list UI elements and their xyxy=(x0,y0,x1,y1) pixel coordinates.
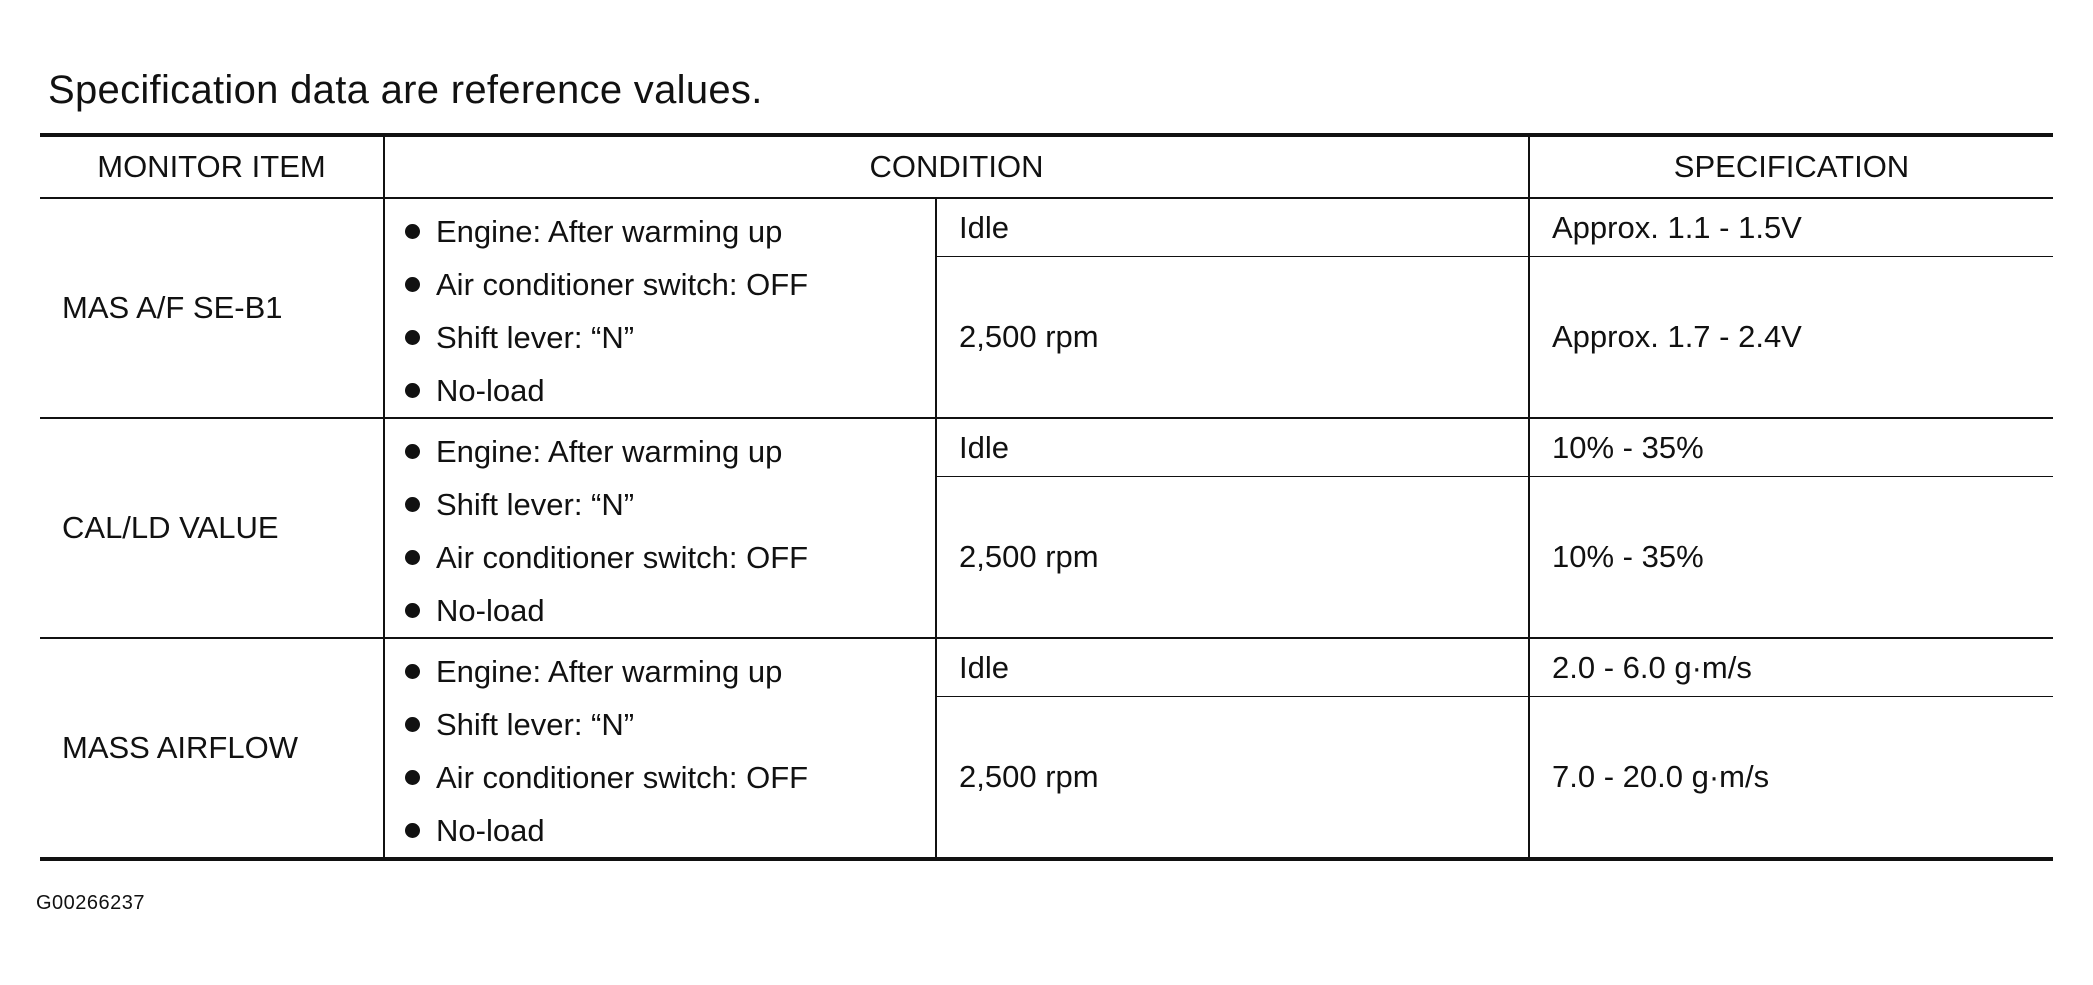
condition-text: No-load xyxy=(436,593,545,628)
bullet-icon xyxy=(405,603,420,618)
condition-text: Shift lever: “N” xyxy=(436,487,635,522)
bullet-icon xyxy=(405,550,420,565)
figure-code: G00266237 xyxy=(36,892,146,914)
condition-text: Air conditioner switch: OFF xyxy=(436,267,809,302)
condition-text: Shift lever: “N” xyxy=(436,320,635,355)
table-body xyxy=(40,198,2053,859)
list-item xyxy=(405,645,935,698)
list-item xyxy=(405,531,935,584)
rpm-condition-cell: 2,500 rpm xyxy=(936,697,1529,860)
condition-text: Air conditioner switch: OFF xyxy=(436,540,809,575)
condition-list xyxy=(405,639,935,857)
header-condition: CONDITION xyxy=(384,135,1529,198)
idle-specification-cell: 10% - 35% xyxy=(1529,418,2053,477)
condition-list xyxy=(405,199,935,417)
header-row xyxy=(40,135,2053,198)
list-item xyxy=(405,205,935,258)
idle-condition-cell: Idle xyxy=(936,638,1529,697)
list-item xyxy=(405,478,935,531)
condition-list xyxy=(405,419,935,637)
list-item xyxy=(405,751,935,804)
monitor-item-cell: MASS AIRFLOW xyxy=(40,638,384,859)
rpm-condition-cell: 2,500 rpm xyxy=(936,257,1529,419)
idle-condition-cell: Idle xyxy=(936,198,1529,257)
condition-text: Engine: After warming up xyxy=(436,214,783,249)
bullet-icon xyxy=(405,717,420,732)
specification-table xyxy=(40,133,2053,861)
bullet-icon xyxy=(405,664,420,679)
condition-list-cell xyxy=(384,198,936,418)
bullet-icon xyxy=(405,383,420,398)
header-specification: SPECIFICATION xyxy=(1529,135,2053,198)
table-header xyxy=(40,135,2053,198)
table-row xyxy=(40,418,2053,477)
bullet-icon xyxy=(405,444,420,459)
bullet-icon xyxy=(405,277,420,292)
bullet-icon xyxy=(405,823,420,838)
condition-text: Engine: After warming up xyxy=(436,654,783,689)
idle-specification-cell: 2.0 - 6.0 g·m/s xyxy=(1529,638,2053,697)
list-item xyxy=(405,311,935,364)
rpm-condition-cell: 2,500 rpm xyxy=(936,477,1529,639)
rpm-specification-cell: Approx. 1.7 - 2.4V xyxy=(1529,257,2053,419)
list-item xyxy=(405,804,935,857)
list-item xyxy=(405,258,935,311)
bullet-icon xyxy=(405,224,420,239)
rpm-specification-cell: 7.0 - 20.0 g·m/s xyxy=(1529,697,2053,860)
condition-text: Engine: After warming up xyxy=(436,434,783,469)
condition-text: Shift lever: “N” xyxy=(436,707,635,742)
page-heading: Specification data are reference values. xyxy=(48,68,763,112)
list-item xyxy=(405,698,935,751)
list-item xyxy=(405,584,935,637)
rpm-specification-cell: 10% - 35% xyxy=(1529,477,2053,639)
idle-condition-cell: Idle xyxy=(936,418,1529,477)
monitor-item-cell: MAS A/F SE-B1 xyxy=(40,198,384,418)
condition-text: No-load xyxy=(436,813,545,848)
table-row xyxy=(40,638,2053,697)
condition-list-cell xyxy=(384,418,936,638)
table-row xyxy=(40,198,2053,257)
list-item xyxy=(405,425,935,478)
header-monitor-item: MONITOR ITEM xyxy=(40,135,384,198)
condition-list-cell xyxy=(384,638,936,859)
bullet-icon xyxy=(405,330,420,345)
condition-text: Air conditioner switch: OFF xyxy=(436,760,809,795)
list-item xyxy=(405,364,935,417)
bullet-icon xyxy=(405,497,420,512)
idle-specification-cell: Approx. 1.1 - 1.5V xyxy=(1529,198,2053,257)
bullet-icon xyxy=(405,770,420,785)
condition-text: No-load xyxy=(436,373,545,408)
monitor-item-cell: CAL/LD VALUE xyxy=(40,418,384,638)
